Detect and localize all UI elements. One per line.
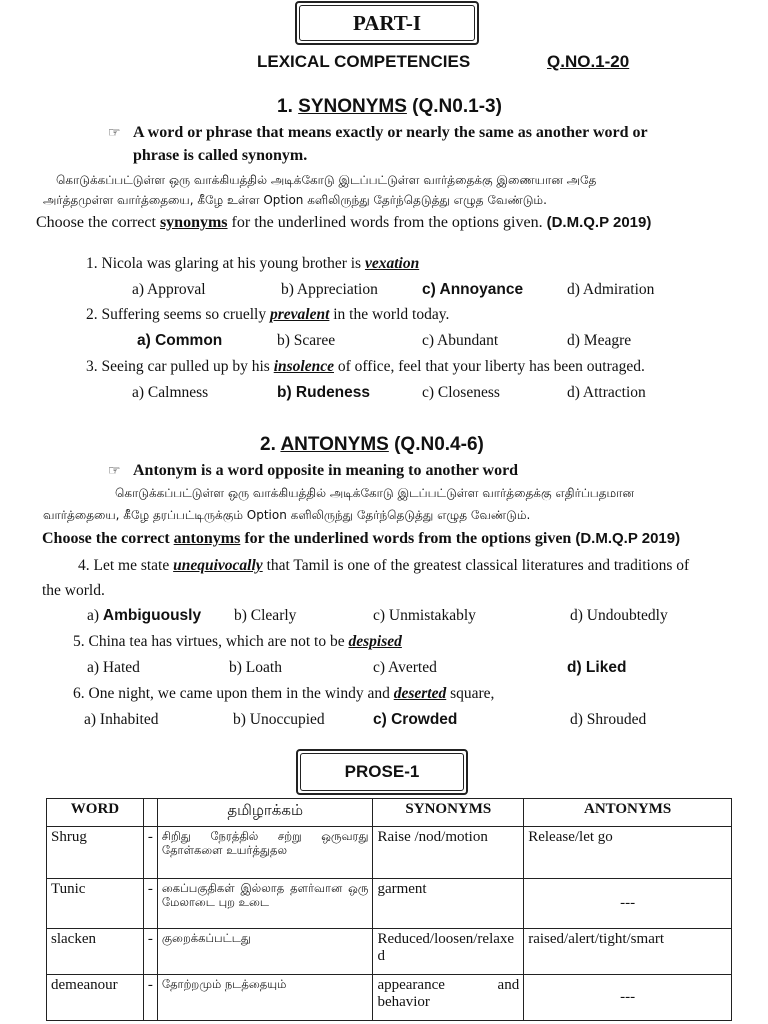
header-synonyms: SYNONYMS <box>373 799 524 827</box>
antonym-definition: Antonym is a word opposite in meaning to another word <box>133 462 519 479</box>
question-2: 2. Suffering seems so cruelly prevalent in the world today. <box>86 306 450 323</box>
row-antonym: raised/alert/tight/smart <box>524 929 732 975</box>
part-title: PART-I <box>299 5 475 41</box>
table-row <box>47 827 732 879</box>
row-word: slacken <box>47 929 144 975</box>
row-synonym: appearance and behavior <box>373 975 524 1021</box>
q6-option-c: c) Crowded <box>373 711 458 728</box>
table-header-row <box>47 799 732 827</box>
part-title-box <box>295 1 479 45</box>
q1-option-b: b) Appreciation <box>281 281 378 298</box>
row-dash: - <box>143 975 157 1021</box>
row-word: Shrug <box>47 827 144 879</box>
row-word: demeanour <box>47 975 144 1021</box>
section-title: LEXICAL COMPETENCIES <box>257 52 471 71</box>
q2-option-c: c) Abundant <box>422 332 499 349</box>
prose-title: PROSE-1 <box>300 753 464 791</box>
q5-option-a: a) Hated <box>87 659 140 676</box>
table-row <box>47 879 732 929</box>
pointer-icon: ☞ <box>108 126 121 141</box>
question-6: 6. One night, we came upon them in the windy and deserted square, <box>73 685 495 702</box>
header-word: WORD <box>47 799 144 827</box>
row-tamil: கைப்பகுதிகள் இல்லாத தளர்வான ஒரு மேலாடை புற உடை <box>157 879 373 929</box>
q3-option-c: c) Closeness <box>422 384 500 401</box>
prose-title-box <box>296 749 468 795</box>
antonym-tamil-2: வார்த்தையை, கீழே தரப்பட்டிருக்கும் Option களிலிருந்து தேர்ந்தெடுத்து எழுத வேண்டும். <box>43 508 531 522</box>
q3-option-b: b) Rudeness <box>277 384 371 401</box>
row-antonym: --- <box>524 975 732 1021</box>
row-dash: - <box>143 929 157 975</box>
q1-option-c: c) Annoyance <box>422 281 524 298</box>
row-antonym: --- <box>524 879 732 929</box>
synonyms-heading: 1. SYNONYMS (Q.N0.1-3) <box>277 96 502 117</box>
row-tamil: தோற்றமும் நடத்தையும் <box>157 975 373 1021</box>
q4-option-c: c) Unmistakably <box>373 607 476 624</box>
row-tamil: குறைக்கப்பட்டது <box>157 929 373 975</box>
q6-option-b: b) Unoccupied <box>233 711 325 728</box>
header-tamil: தமிழாக்கம் <box>157 799 373 827</box>
row-tamil: சிறிது நேரத்தில் சற்று ஒருவரது தோள்களை உயர்த்துதல <box>157 827 373 879</box>
question-1: 1. Nicola was glaring at his young brother is vexation <box>86 255 420 272</box>
q4-option-b: b) Clearly <box>234 607 297 624</box>
row-synonym: Raise /nod/motion <box>373 827 524 879</box>
question-4-line2: the world. <box>42 582 105 599</box>
q5-option-d: d) Liked <box>567 659 627 676</box>
question-5: 5. China tea has virtues, which are not to be despised <box>73 633 402 650</box>
table-row <box>47 929 732 975</box>
row-word: Tunic <box>47 879 144 929</box>
q3-option-a: a) Calmness <box>132 384 209 401</box>
q2-option-b: b) Scaree <box>277 332 336 349</box>
q1-option-d: d) Admiration <box>567 281 655 298</box>
q6-option-a: a) Inhabited <box>84 711 159 728</box>
q5-option-b: b) Loath <box>229 659 282 676</box>
section-qno: Q.NO.1-20 <box>547 52 630 71</box>
antonyms-heading: 2. ANTONYMS (Q.N0.4-6) <box>260 434 484 455</box>
prose-table <box>46 798 732 1021</box>
row-antonym: Release/let go <box>524 827 732 879</box>
synonym-instruction: Choose the correct synonyms for the underlined words from the options given. (D.M.Q.P 2019) <box>36 214 652 231</box>
row-synonym: garment <box>373 879 524 929</box>
q4-option-a: a) Ambiguously <box>87 607 202 624</box>
antonym-tamil-1: கொடுக்கப்பட்டுள்ள ஒரு வாக்கியத்தில் அடிக்கோடு இடப்பட்டுள்ள வார்த்தைக்கு எதிர்ப்பதமான <box>115 486 635 500</box>
q4-option-d: d) Undoubtedly <box>570 607 668 624</box>
question-3: 3. Seeing car pulled up by his insolence of office, feel that your liberty has been outraged. <box>86 358 645 375</box>
row-synonym: Reduced/loosen/relaxed <box>373 929 524 975</box>
row-dash: - <box>143 879 157 929</box>
synonym-definition-1: A word or phrase that means exactly or nearly the same as another word or <box>133 124 648 141</box>
q2-option-a: a) Common <box>137 332 223 349</box>
synonym-definition-2: phrase is called synonym. <box>133 147 308 164</box>
question-4: 4. Let me state unequivocally that Tamil is one of the greatest classical literatures and traditions of <box>78 557 690 574</box>
q2-option-d: d) Meagre <box>567 332 632 349</box>
table-row <box>47 975 732 1021</box>
header-antonyms: ANTONYMS <box>524 799 732 827</box>
q3-option-d: d) Attraction <box>567 384 646 401</box>
q5-option-c: c) Averted <box>373 659 437 676</box>
synonym-tamil-1: கொடுக்கப்பட்டுள்ள ஒரு வாக்கியத்தில் அடிக்கோடு இடப்பட்டுள்ள வார்த்தைக்கு இணையான அதே <box>56 173 597 187</box>
header-dash-col <box>143 799 157 827</box>
q1-option-a: a) Approval <box>132 281 206 298</box>
synonym-tamil-2: அர்த்தமுள்ள வார்த்தையை, கீழே உள்ள Option களிலிருந்து தேர்ந்தெடுத்து எழுத வேண்டும். <box>43 193 547 207</box>
q6-option-d: d) Shrouded <box>570 711 647 728</box>
row-dash: - <box>143 827 157 879</box>
pointer-icon: ☞ <box>108 464 121 479</box>
antonym-instruction: Choose the correct antonyms for the underlined words from the options given (D.M.Q.P 2019) <box>42 530 681 547</box>
